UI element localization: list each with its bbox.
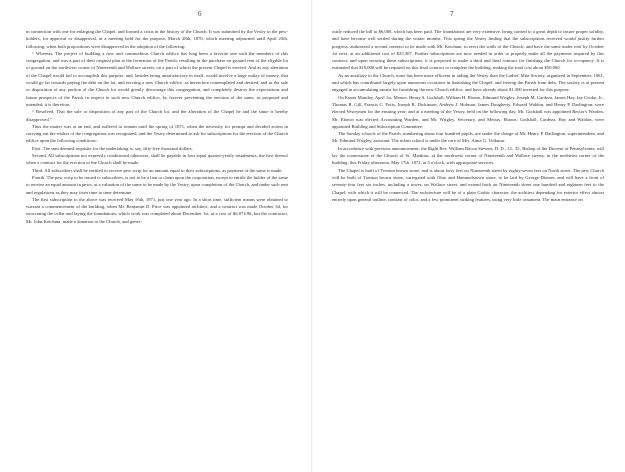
paragraph: Third. All subscribers shall be entitled to receive pew scrip for an amount equal to their subscriptions, as payment of the same is made. xyxy=(32,167,283,173)
left-page xyxy=(0,0,312,472)
paragraph: The Chapel is built of Trenton brown stone, and is about forty feet on Nineteenth street by eighty-seven feet on North street. The new Church will be built of Trenton brown stone, variegated with Ohio and Hummelstown stone, to be laid by George Diemer, and will have a front of seventy-four feet six inches, including a tower, on Wallace street, and extend back on Nineteenth street one hundred and eighteen feet to the Chapel, with which it will be connected. The architecture will be of a plain Gothic character, the architect depending for exterior effect almost entirely upon general outline, contrast of color, and a few prominent striking features, using very little ornament. The main entrance on xyxy=(332,167,604,202)
paragraph: Second. All subscriptions not expressly conditioned otherwise, shall be payable in four equal quarter-yearly instalments, the first thereof when a contract for the erection of the Church shall be made. xyxy=(26,153,288,166)
left-page-text xyxy=(26,28,288,225)
paragraph: The first subscription to the above was received May 16th, 1871, just one year ago. In a short time, sufficient means were obtained to warrant a commencement of the building, when Mr. Benjamin D. Price was appointed architect, and a contract was made October 3d, for excavating the cellar and laying the foundations, which work was completed about December 1st, at a cost of $6,874.96, but the contractor, Mr. John Ketcham, made a donation to the Church, and gener- xyxy=(26,196,288,224)
page-number: 7 xyxy=(450,10,454,18)
paragraph: Thus the matter was at an end, and suffered to remain until the spring of 1871, when the necessity for prompt and decided action in carrying out the wishes of the congregation was recognized, and the Vestry determined to ask for subscriptions for the erection of the Church edifice upon the following conditions: xyxy=(26,123,288,144)
paragraph: ously reduced the bill to $6,000, which has been paid. The foundations are very extensive, being carried to a great depth to insure proper solidity, and have become well settled during the winter months. This spring the Vestry finding that the subscriptions received would justify further progress, authorized a second contract to be made with Mr. Ketcham, to erect the walls of the Church, and have the same under roof by October 1st next, at an additional cost of $25,307. Further subscriptions are now needed in order to properly make all the payments required by this contract; and upon securing these subscriptions, it is proposed to make a third and final contract for finishing the Church for occupancy. It is estimated that $18,000 will be required on this final contract to complete the building, making the total cost about $50,000. xyxy=(332,29,604,71)
paragraph: “ Resolved, That the sale or disposition of any part of the Church lot, and the alteration of the Chapel be and the same is hereby disapproved.” xyxy=(26,109,288,122)
paragraph: First. The sum deemed requisite for the undertaking is, say, fifty-five thousand dollars. xyxy=(32,145,193,151)
paragraph: Fourth. The pew scrip to be issued to subscribers, is not to be a lien or claim upon the corporation, except to entitle the holder of the same to receive an equal amount in pews, at a valuation of the same to be made by the Vestry, upon completion of the Church, and under such rent and regulations as they may from time to time determine. xyxy=(26,174,288,195)
paragraph: “ Whereas, The project of building a new and commodious Church edifice has long been a favorite one with the members of this congregation, and was a part of their original plan at the formation of the Parish, resulting in the purchase on ground rent of the eligible lot of ground on the northwest corner of Nineteenth and Wallace streets, on a part of which the present Chapel is erected. And as any alteration of the Chapel would fail to accomplish this purpose, and, besides being unsatisfactory in itself, would involve a large outlay of money, that would go far towards paying the debt on the lot, and erecting a new Church edifice, as heretofore contemplated and desired; and as the sale or disposition of any portion of the Church lot would greatly discourage this congregation, and completely destroy the expectations and future prospects of the Parish in respect to such new Church edifice, by forever preventing the erection of the same, as proposed and intended; it is therefore, xyxy=(26,50,288,107)
paragraph: As an auxiliary to the Church, none has been more efficient in aiding the Vestry than the Ladies' Mite Society, organized in September, 1861, and which has contributed largely upon numerous occasions in furnishing the Chapel, and freeing the Parish from debt. The society is at present engaged in accumulating means for furnishing the new Church edifice, and have already about $1,300 invested for this purpose. xyxy=(332,72,604,93)
page-number: 6 xyxy=(198,10,202,18)
paragraph: in connection with one for enlarging the Chapel, and formed a crisis in the history of the Church. It was submitted by the Vestry to the pew-holders, for approval or disapproval, at a meeting held for the purpose, March 28th, 1870, which meeting adjourned until April 23th, following, when both propositions were disapproved in the adoption of the following: xyxy=(26,29,288,49)
right-page-text xyxy=(332,28,604,203)
right-page xyxy=(312,0,625,472)
paragraph: The Sunday schools of the Parish, numbering about four hundred pupils, are under the charge of Mr. Henry P. Darlington, superintendent, and Mr. Edmund Wrigley, assistant. The infant school is under the care of Mrs. Anna G. Volkmar. xyxy=(332,131,604,144)
paragraph: On Easter Monday, April 1st, Messrs. Henry S. Godshall, William H. Ebawn, Edmund Wrigley, Joseph M. Cardeza, James Hay, Jay Cooke, Jr., Thomas R. Gill, Francis C. Potts, Joseph R. Dickinson, Andrew J. Holman, James Dougherty, Edward Waldon, and Henry P. Darlington, were elected Vestrymen for the ensuing year; and at a meeting of the Vestry, held on the following day, Mr. Godshall was appointed Rector's Warden, Mr. Ebawn was elected Accounting Warden, and Mr. Wrigley, Secretary, and Messrs. Ebawn, Godshall, Cardeza, Hay and Waldon, were appointed Building and Subscription Committee. xyxy=(332,94,604,129)
paragraph: In accordance with previous announcement, the Right Rev. William Bacon Stevens, D. D., LL. D., Bishop of the Diocese of Pennsylvania, will lay the cornerstone of the Church of St. Matthias, at the northwest corner of Nineteenth and Wallace streets, in the northeast corner of the building, this Friday afternoon, May 17th, 1872, at 5 o'clock, with appropriate services. xyxy=(332,145,604,166)
